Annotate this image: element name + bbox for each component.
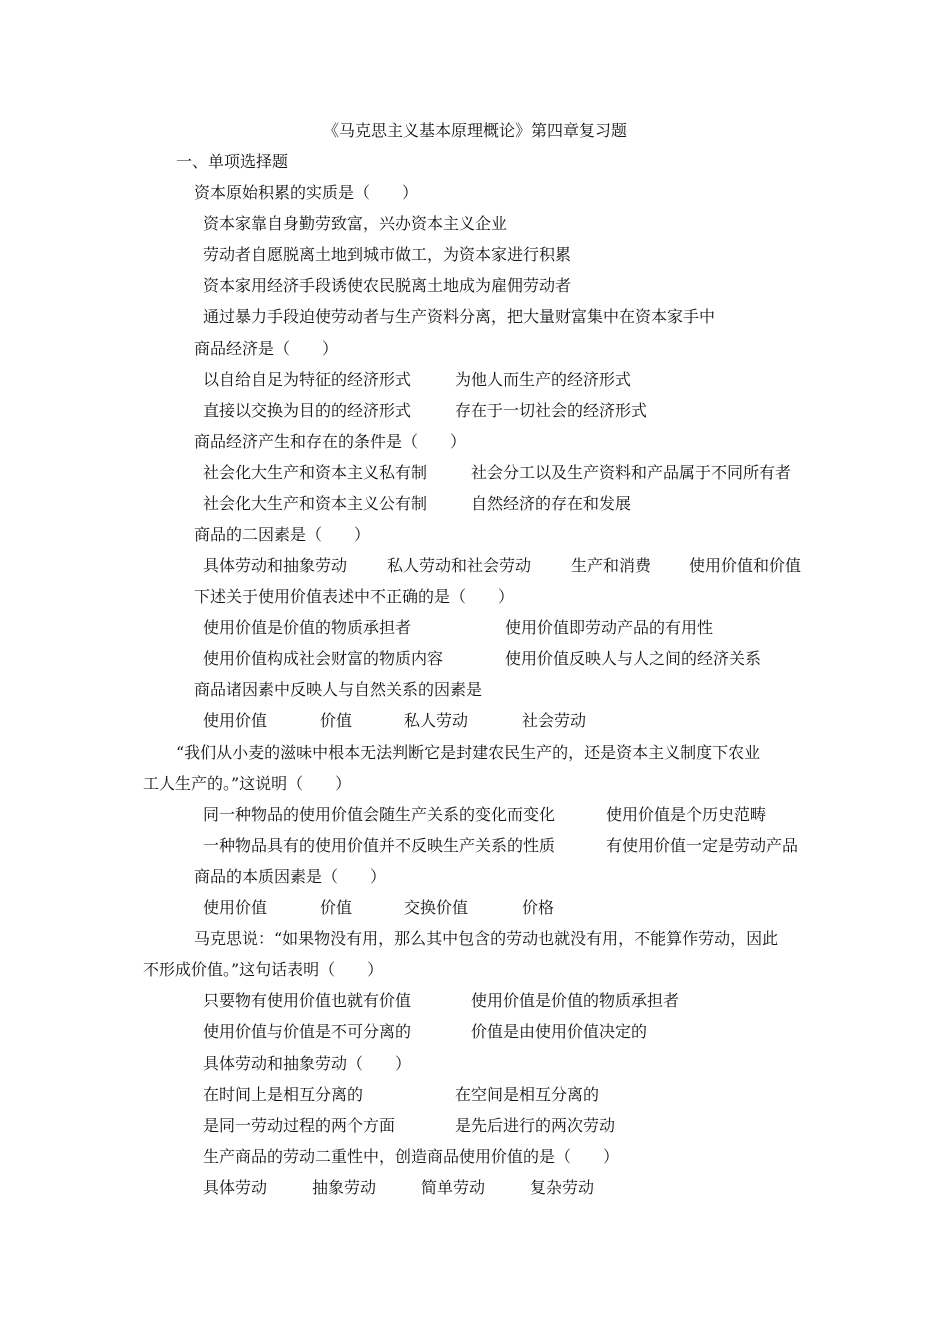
- question-stem: “我们从小麦的滋味中根本无法判断它是封建农民生产的，还是资本主义制度下农业: [176, 743, 761, 762]
- answer-option: 社会化大生产和资本主义公有制: [203, 494, 428, 513]
- answer-option: 社会劳动: [522, 711, 587, 730]
- answer-option: 劳动者自愿脱离土地到城市做工，为资本家进行积累: [203, 245, 572, 264]
- answer-option: 使用价值和价值: [689, 556, 802, 575]
- answer-option: 通过暴力手段迫使劳动者与生产资料分离，把大量财富集中在资本家手中: [203, 307, 716, 326]
- answer-option: 具体劳动: [203, 1178, 268, 1197]
- question-stem: 商品经济是（ ）: [194, 339, 339, 358]
- answer-option: 使用价值是个历史范畴: [606, 805, 767, 824]
- question-stem: 商品诸因素中反映人与自然关系的因素是: [194, 680, 483, 699]
- answer-option: 抽象劳动: [312, 1178, 377, 1197]
- answer-option: 直接以交换为目的的经济形式: [203, 401, 412, 420]
- answer-option: 在空间是相互分离的: [455, 1085, 600, 1104]
- answer-option: 私人劳动和社会劳动: [387, 556, 532, 575]
- answer-option: 以自给自足为特征的经济形式: [203, 370, 412, 389]
- answer-option: 使用价值是价值的物质承担者: [471, 991, 680, 1010]
- answer-option: 一种物品具有的使用价值并不反映生产关系的性质: [203, 836, 556, 855]
- answer-option: 同一种物品的使用价值会随生产关系的变化而变化: [203, 805, 556, 824]
- answer-option: 价值: [320, 898, 353, 917]
- answer-option: 使用价值: [203, 711, 268, 730]
- answer-option: 社会化大生产和资本主义私有制: [203, 463, 428, 482]
- answer-option: 使用价值构成社会财富的物质内容: [203, 649, 444, 668]
- answer-option: 为他人而生产的经济形式: [455, 370, 632, 389]
- answer-option: 价值: [320, 711, 353, 730]
- answer-option: 存在于一切社会的经济形式: [455, 401, 648, 420]
- answer-option: 简单劳动: [421, 1178, 486, 1197]
- answer-option: 交换价值: [404, 898, 469, 917]
- answer-option: 生产和消费: [571, 556, 652, 575]
- answer-option: 是先后进行的两次劳动: [455, 1116, 616, 1135]
- answer-option: 使用价值与价值是不可分离的: [203, 1022, 412, 1041]
- answer-option: 只要物有使用价值也就有价值: [203, 991, 412, 1010]
- answer-option: 使用价值即劳动产品的有用性: [505, 618, 714, 637]
- answer-option: 价值是由使用价值决定的: [471, 1022, 648, 1041]
- answer-option: 资本家用经济手段诱使农民脱离土地成为雇佣劳动者: [203, 276, 572, 295]
- answer-option: 使用价值是价值的物质承担者: [203, 618, 412, 637]
- question-stem-continued: 不形成价值。”这句话表明（ ）: [143, 960, 384, 979]
- question-stem: 商品的本质因素是（ ）: [194, 867, 387, 886]
- answer-option: 价格: [522, 898, 555, 917]
- answer-option: 有使用价值一定是劳动产品: [606, 836, 799, 855]
- question-stem: 下述关于使用价值表述中不正确的是（ ）: [194, 587, 515, 606]
- document-title: 《马克思主义基本原理概论》第四章复习题: [322, 121, 627, 140]
- answer-option: 是同一劳动过程的两个方面: [203, 1116, 396, 1135]
- question-stem-continued: 工人生产的。”这说明（ ）: [143, 774, 352, 793]
- question-stem: 商品经济产生和存在的条件是（ ）: [194, 432, 467, 451]
- answer-option: 自然经济的存在和发展: [471, 494, 632, 513]
- question-stem: 马克思说：“如果物没有用，那么其中包含的劳动也就没有用，不能算作劳动，因此: [194, 929, 779, 948]
- question-stem: 商品的二因素是（ ）: [194, 525, 371, 544]
- answer-option: 使用价值: [203, 898, 268, 917]
- answer-option: 资本家靠自身勤劳致富，兴办资本主义企业: [203, 214, 508, 233]
- answer-option: 使用价值反映人与人之间的经济关系: [505, 649, 762, 668]
- answer-option: 具体劳动和抽象劳动: [203, 556, 348, 575]
- answer-option: 私人劳动: [404, 711, 469, 730]
- question-stem: 具体劳动和抽象劳动（ ）: [203, 1054, 412, 1073]
- question-stem: 生产商品的劳动二重性中，创造商品使用价值的是（ ）: [203, 1147, 620, 1166]
- answer-option: 在时间上是相互分离的: [203, 1085, 364, 1104]
- section-heading: 一、单项选择题: [176, 152, 289, 171]
- question-stem: 资本原始积累的实质是（ ）: [194, 183, 419, 202]
- answer-option: 社会分工以及生产资料和产品属于不同所有者: [471, 463, 792, 482]
- answer-option: 复杂劳动: [530, 1178, 595, 1197]
